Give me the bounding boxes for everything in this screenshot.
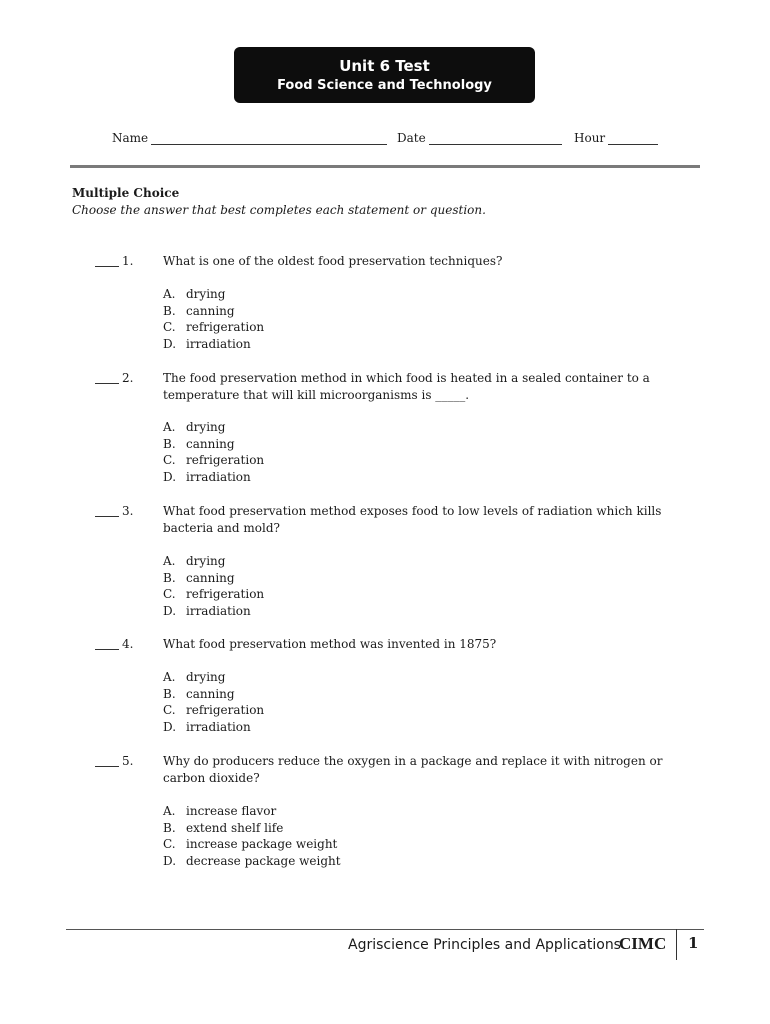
question-text: What is one of the oldest food preservation techniques? — [163, 254, 503, 268]
option-text: increase flavor — [186, 804, 277, 818]
option — [163, 702, 264, 719]
option — [163, 853, 341, 870]
option — [163, 669, 225, 686]
hour-field — [574, 131, 658, 145]
answer-blank[interactable] — [95, 503, 119, 517]
option-text: refrigeration — [186, 703, 265, 718]
option-text: canning — [186, 303, 235, 318]
question-number: 5. — [122, 754, 134, 768]
option-text: irradiation — [186, 337, 251, 352]
option-letter: C. — [163, 587, 176, 602]
option-letter: C. — [163, 837, 176, 852]
answer-blank[interactable] — [95, 753, 119, 767]
option — [163, 553, 225, 570]
question-number: 4. — [122, 637, 134, 651]
answer-blank[interactable] — [95, 370, 119, 384]
option-letter: C. — [163, 320, 176, 335]
option — [163, 803, 276, 820]
name-label: Name — [112, 131, 149, 145]
option-letter: D. — [163, 720, 177, 735]
option-text: drying — [186, 420, 226, 434]
question-number: 3. — [122, 504, 134, 518]
test-subtitle: Food Science and Technology — [277, 78, 492, 93]
option-text: increase package weight — [186, 837, 338, 852]
option-letter: D. — [163, 337, 177, 352]
option-text: extend shelf life — [186, 820, 284, 835]
option-text: irradiation — [186, 470, 251, 485]
cimc-logo: CIMC — [619, 934, 667, 953]
option-letter: D. — [163, 470, 177, 485]
option-letter: B. — [163, 570, 176, 585]
option — [163, 586, 264, 603]
option-letter: A. — [163, 287, 176, 301]
option — [163, 820, 283, 837]
option — [163, 469, 251, 486]
hour-blank[interactable] — [608, 132, 658, 145]
option — [163, 436, 235, 453]
section-instructions: Choose the answer that best completes each statement or question. — [72, 203, 486, 217]
option-text: irradiation — [186, 604, 251, 619]
question-text: What food preservation method was invented in 1875? — [163, 637, 497, 651]
footer-separator — [676, 929, 677, 960]
footer-course-title: Agriscience Principles and Applications — [348, 937, 621, 953]
option-text: drying — [186, 554, 226, 568]
option — [163, 719, 251, 736]
question-text: The food preservation method in which food is heated in a sealed container to a temperature that will kill microorganisms is _____. — [163, 371, 650, 402]
question-text: What food preservation method exposes food to low levels of radiation which kills bacteria and mold? — [163, 504, 662, 535]
footer-divider — [66, 929, 704, 930]
date-field — [397, 131, 562, 145]
option — [163, 336, 251, 353]
hour-label: Hour — [574, 131, 606, 145]
date-label: Date — [397, 131, 426, 145]
option-text: refrigeration — [186, 453, 265, 468]
question-text: Why do producers reduce the oxygen in a package and replace it with nitrogen or carbon dioxide? — [163, 754, 663, 785]
option-text: refrigeration — [186, 320, 265, 335]
option-letter: D. — [163, 854, 177, 869]
option — [163, 286, 225, 303]
option-letter: A. — [163, 670, 176, 684]
option — [163, 419, 225, 436]
option-text: drying — [186, 287, 226, 301]
option-letter: B. — [163, 686, 176, 701]
test-title: Unit 6 Test — [339, 57, 430, 75]
option-text: decrease package weight — [186, 854, 341, 869]
name-field — [112, 131, 387, 145]
option-letter: A. — [163, 554, 176, 568]
option-letter: B. — [163, 436, 176, 451]
option-letter: A. — [163, 420, 176, 434]
option-text: irradiation — [186, 720, 251, 735]
option — [163, 303, 235, 320]
section-title: Multiple Choice — [72, 186, 180, 200]
option-letter: D. — [163, 604, 177, 619]
date-blank[interactable] — [429, 132, 562, 145]
page-number: 1 — [688, 934, 699, 952]
option-text: refrigeration — [186, 587, 265, 602]
option — [163, 570, 235, 587]
option-text: drying — [186, 670, 226, 684]
option-text: canning — [186, 686, 235, 701]
option — [163, 319, 264, 336]
question-number: 1. — [122, 254, 134, 268]
answer-blank[interactable] — [95, 253, 119, 267]
option — [163, 452, 264, 469]
header-divider — [70, 165, 700, 168]
name-blank[interactable] — [151, 132, 387, 145]
option-text: canning — [186, 436, 235, 451]
option-letter: A. — [163, 804, 176, 818]
option-letter: C. — [163, 453, 176, 468]
option-letter: C. — [163, 703, 176, 718]
answer-blank[interactable] — [95, 636, 119, 650]
option-text: canning — [186, 570, 235, 585]
question-number: 2. — [122, 371, 134, 385]
option-letter: B. — [163, 303, 176, 318]
option-letter: B. — [163, 820, 176, 835]
option — [163, 603, 251, 620]
option — [163, 686, 235, 703]
option — [163, 836, 337, 853]
test-title-box — [234, 47, 535, 103]
